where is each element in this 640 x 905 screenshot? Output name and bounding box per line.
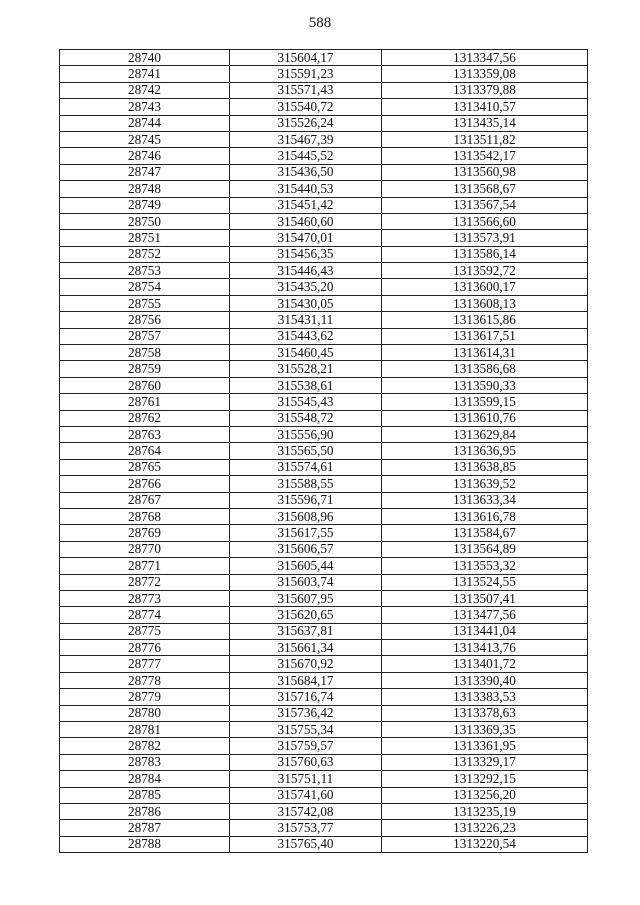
- point-number-cell: 28780: [60, 705, 230, 721]
- x-coordinate-cell: 315617,55: [230, 525, 382, 541]
- table-row: [60, 558, 588, 574]
- x-coordinate-cell: 315545,43: [230, 394, 382, 410]
- point-number-cell: 28748: [60, 181, 230, 197]
- point-number-cell: 28759: [60, 361, 230, 377]
- x-coordinate-cell: 315606,57: [230, 541, 382, 557]
- y-coordinate-cell: 1313256,20: [382, 787, 588, 803]
- x-coordinate-cell: 315556,90: [230, 426, 382, 442]
- point-number-cell: 28744: [60, 115, 230, 131]
- x-coordinate-cell: 315596,71: [230, 492, 382, 508]
- x-coordinate-cell: 315603,74: [230, 574, 382, 590]
- y-coordinate-cell: 1313599,15: [382, 394, 588, 410]
- point-number-cell: 28762: [60, 410, 230, 426]
- point-number-cell: 28740: [60, 50, 230, 66]
- table-row: [60, 213, 588, 229]
- point-number-cell: 28772: [60, 574, 230, 590]
- x-coordinate-cell: 315436,50: [230, 164, 382, 180]
- table-row: [60, 541, 588, 557]
- point-number-cell: 28760: [60, 377, 230, 393]
- point-number-cell: 28783: [60, 754, 230, 770]
- y-coordinate-cell: 1313573,91: [382, 230, 588, 246]
- y-coordinate-cell: 1313401,72: [382, 656, 588, 672]
- y-coordinate-cell: 1313568,67: [382, 181, 588, 197]
- page-number: 588: [308, 15, 332, 31]
- x-coordinate-cell: 315528,21: [230, 361, 382, 377]
- table-row: [60, 197, 588, 213]
- y-coordinate-cell: 1313507,41: [382, 590, 588, 606]
- x-coordinate-cell: 315759,57: [230, 738, 382, 754]
- point-number-cell: 28771: [60, 558, 230, 574]
- table-row: [60, 590, 588, 606]
- y-coordinate-cell: 1313441,04: [382, 623, 588, 639]
- x-coordinate-cell: 315451,42: [230, 197, 382, 213]
- x-coordinate-cell: 315736,42: [230, 705, 382, 721]
- y-coordinate-cell: 1313390,40: [382, 672, 588, 688]
- x-coordinate-cell: 315605,44: [230, 558, 382, 574]
- y-coordinate-cell: 1313226,23: [382, 820, 588, 836]
- point-number-cell: 28767: [60, 492, 230, 508]
- x-coordinate-cell: 315742,08: [230, 803, 382, 819]
- table-row: [60, 263, 588, 279]
- y-coordinate-cell: 1313614,31: [382, 345, 588, 361]
- y-coordinate-cell: 1313383,53: [382, 689, 588, 705]
- table-row: [60, 640, 588, 656]
- x-coordinate-cell: 315435,20: [230, 279, 382, 295]
- y-coordinate-cell: 1313608,13: [382, 295, 588, 311]
- x-coordinate-cell: 315684,17: [230, 672, 382, 688]
- y-coordinate-cell: 1313617,51: [382, 328, 588, 344]
- table-row: [60, 131, 588, 147]
- point-number-cell: 28788: [60, 836, 230, 852]
- x-coordinate-cell: 315431,11: [230, 312, 382, 328]
- y-coordinate-cell: 1313477,56: [382, 607, 588, 623]
- table-row: [60, 476, 588, 492]
- point-number-cell: 28753: [60, 263, 230, 279]
- x-coordinate-cell: 315716,74: [230, 689, 382, 705]
- x-coordinate-cell: 315467,39: [230, 131, 382, 147]
- x-coordinate-cell: 315604,17: [230, 50, 382, 66]
- table-row: [60, 66, 588, 82]
- y-coordinate-cell: 1313638,85: [382, 459, 588, 475]
- x-coordinate-cell: 315571,43: [230, 82, 382, 98]
- y-coordinate-cell: 1313553,32: [382, 558, 588, 574]
- point-number-cell: 28758: [60, 345, 230, 361]
- point-number-cell: 28786: [60, 803, 230, 819]
- y-coordinate-cell: 1313639,52: [382, 476, 588, 492]
- x-coordinate-cell: 315755,34: [230, 722, 382, 738]
- y-coordinate-cell: 1313584,67: [382, 525, 588, 541]
- y-coordinate-cell: 1313564,89: [382, 541, 588, 557]
- point-number-cell: 28776: [60, 640, 230, 656]
- table-row: [60, 508, 588, 524]
- y-coordinate-cell: 1313524,55: [382, 574, 588, 590]
- table-row: [60, 656, 588, 672]
- point-number-cell: 28779: [60, 689, 230, 705]
- y-coordinate-cell: 1313292,15: [382, 771, 588, 787]
- y-coordinate-cell: 1313566,60: [382, 213, 588, 229]
- point-number-cell: 28777: [60, 656, 230, 672]
- y-coordinate-cell: 1313633,34: [382, 492, 588, 508]
- y-coordinate-cell: 1313629,84: [382, 426, 588, 442]
- table-row: [60, 345, 588, 361]
- x-coordinate-cell: 315637,81: [230, 623, 382, 639]
- point-number-cell: 28768: [60, 508, 230, 524]
- point-number-cell: 28754: [60, 279, 230, 295]
- point-number-cell: 28766: [60, 476, 230, 492]
- x-coordinate-cell: 315753,77: [230, 820, 382, 836]
- point-number-cell: 28769: [60, 525, 230, 541]
- point-number-cell: 28745: [60, 131, 230, 147]
- point-number-cell: 28775: [60, 623, 230, 639]
- point-number-cell: 28755: [60, 295, 230, 311]
- table-row: [60, 459, 588, 475]
- table-row: [60, 377, 588, 393]
- table-row: [60, 722, 588, 738]
- y-coordinate-cell: 1313413,76: [382, 640, 588, 656]
- y-coordinate-cell: 1313329,17: [382, 754, 588, 770]
- x-coordinate-cell: 315751,11: [230, 771, 382, 787]
- x-coordinate-cell: 315460,60: [230, 213, 382, 229]
- table-row: [60, 279, 588, 295]
- x-coordinate-cell: 315574,61: [230, 459, 382, 475]
- table-row: [60, 426, 588, 442]
- y-coordinate-cell: 1313379,88: [382, 82, 588, 98]
- point-number-cell: 28746: [60, 148, 230, 164]
- table-row: [60, 672, 588, 688]
- x-coordinate-cell: 315440,53: [230, 181, 382, 197]
- point-number-cell: 28756: [60, 312, 230, 328]
- table-row: [60, 574, 588, 590]
- table-row: [60, 820, 588, 836]
- table-row: [60, 230, 588, 246]
- table-row: [60, 525, 588, 541]
- y-coordinate-cell: 1313235,19: [382, 803, 588, 819]
- y-coordinate-cell: 1313378,63: [382, 705, 588, 721]
- x-coordinate-cell: 315765,40: [230, 836, 382, 852]
- x-coordinate-cell: 315526,24: [230, 115, 382, 131]
- point-number-cell: 28741: [60, 66, 230, 82]
- table-row: [60, 50, 588, 66]
- x-coordinate-cell: 315591,23: [230, 66, 382, 82]
- x-coordinate-cell: 315446,43: [230, 263, 382, 279]
- table-row: [60, 148, 588, 164]
- x-coordinate-cell: 315620,65: [230, 607, 382, 623]
- point-number-cell: 28752: [60, 246, 230, 262]
- y-coordinate-cell: 1313615,86: [382, 312, 588, 328]
- x-coordinate-cell: 315741,60: [230, 787, 382, 803]
- table-row: [60, 361, 588, 377]
- x-coordinate-cell: 315470,01: [230, 230, 382, 246]
- table-row: [60, 836, 588, 852]
- y-coordinate-cell: 1313220,54: [382, 836, 588, 852]
- point-number-cell: 28778: [60, 672, 230, 688]
- table-row: [60, 181, 588, 197]
- coordinates-table: [59, 49, 588, 853]
- table-row: [60, 787, 588, 803]
- y-coordinate-cell: 1313369,35: [382, 722, 588, 738]
- table-row: [60, 394, 588, 410]
- x-coordinate-cell: 315538,61: [230, 377, 382, 393]
- table-row: [60, 82, 588, 98]
- table-row: [60, 771, 588, 787]
- point-number-cell: 28770: [60, 541, 230, 557]
- point-number-cell: 28764: [60, 443, 230, 459]
- y-coordinate-cell: 1313610,76: [382, 410, 588, 426]
- x-coordinate-cell: 315430,05: [230, 295, 382, 311]
- table-row: [60, 312, 588, 328]
- table-row: [60, 164, 588, 180]
- x-coordinate-cell: 315445,52: [230, 148, 382, 164]
- x-coordinate-cell: 315540,72: [230, 99, 382, 115]
- x-coordinate-cell: 315565,50: [230, 443, 382, 459]
- x-coordinate-cell: 315548,72: [230, 410, 382, 426]
- y-coordinate-cell: 1313511,82: [382, 131, 588, 147]
- x-coordinate-cell: 315608,96: [230, 508, 382, 524]
- coordinates-table-body: [60, 50, 588, 853]
- point-number-cell: 28784: [60, 771, 230, 787]
- point-number-cell: 28774: [60, 607, 230, 623]
- table-row: [60, 443, 588, 459]
- point-number-cell: 28765: [60, 459, 230, 475]
- x-coordinate-cell: 315460,45: [230, 345, 382, 361]
- y-coordinate-cell: 1313435,14: [382, 115, 588, 131]
- x-coordinate-cell: 315443,62: [230, 328, 382, 344]
- y-coordinate-cell: 1313542,17: [382, 148, 588, 164]
- point-number-cell: 28781: [60, 722, 230, 738]
- point-number-cell: 28743: [60, 99, 230, 115]
- y-coordinate-cell: 1313347,56: [382, 50, 588, 66]
- table-row: [60, 410, 588, 426]
- table-row: [60, 492, 588, 508]
- point-number-cell: 28761: [60, 394, 230, 410]
- point-number-cell: 28747: [60, 164, 230, 180]
- table-row: [60, 295, 588, 311]
- table-row: [60, 803, 588, 819]
- point-number-cell: 28750: [60, 213, 230, 229]
- point-number-cell: 28785: [60, 787, 230, 803]
- y-coordinate-cell: 1313586,68: [382, 361, 588, 377]
- point-number-cell: 28757: [60, 328, 230, 344]
- y-coordinate-cell: 1313586,14: [382, 246, 588, 262]
- point-number-cell: 28749: [60, 197, 230, 213]
- table-row: [60, 328, 588, 344]
- x-coordinate-cell: 315661,34: [230, 640, 382, 656]
- y-coordinate-cell: 1313361,95: [382, 738, 588, 754]
- y-coordinate-cell: 1313567,54: [382, 197, 588, 213]
- y-coordinate-cell: 1313600,17: [382, 279, 588, 295]
- table-row: [60, 115, 588, 131]
- x-coordinate-cell: 315670,92: [230, 656, 382, 672]
- table-row: [60, 623, 588, 639]
- table-row: [60, 246, 588, 262]
- x-coordinate-cell: 315588,55: [230, 476, 382, 492]
- point-number-cell: 28787: [60, 820, 230, 836]
- table-row: [60, 99, 588, 115]
- table-row: [60, 754, 588, 770]
- table-row: [60, 689, 588, 705]
- y-coordinate-cell: 1313410,57: [382, 99, 588, 115]
- point-number-cell: 28773: [60, 590, 230, 606]
- table-row: [60, 738, 588, 754]
- y-coordinate-cell: 1313359,08: [382, 66, 588, 82]
- y-coordinate-cell: 1313616,78: [382, 508, 588, 524]
- y-coordinate-cell: 1313592,72: [382, 263, 588, 279]
- table-row: [60, 705, 588, 721]
- x-coordinate-cell: 315456,35: [230, 246, 382, 262]
- x-coordinate-cell: 315760,63: [230, 754, 382, 770]
- point-number-cell: 28782: [60, 738, 230, 754]
- point-number-cell: 28742: [60, 82, 230, 98]
- x-coordinate-cell: 315607,95: [230, 590, 382, 606]
- y-coordinate-cell: 1313560,98: [382, 164, 588, 180]
- point-number-cell: 28751: [60, 230, 230, 246]
- table-row: [60, 607, 588, 623]
- y-coordinate-cell: 1313636,95: [382, 443, 588, 459]
- point-number-cell: 28763: [60, 426, 230, 442]
- y-coordinate-cell: 1313590,33: [382, 377, 588, 393]
